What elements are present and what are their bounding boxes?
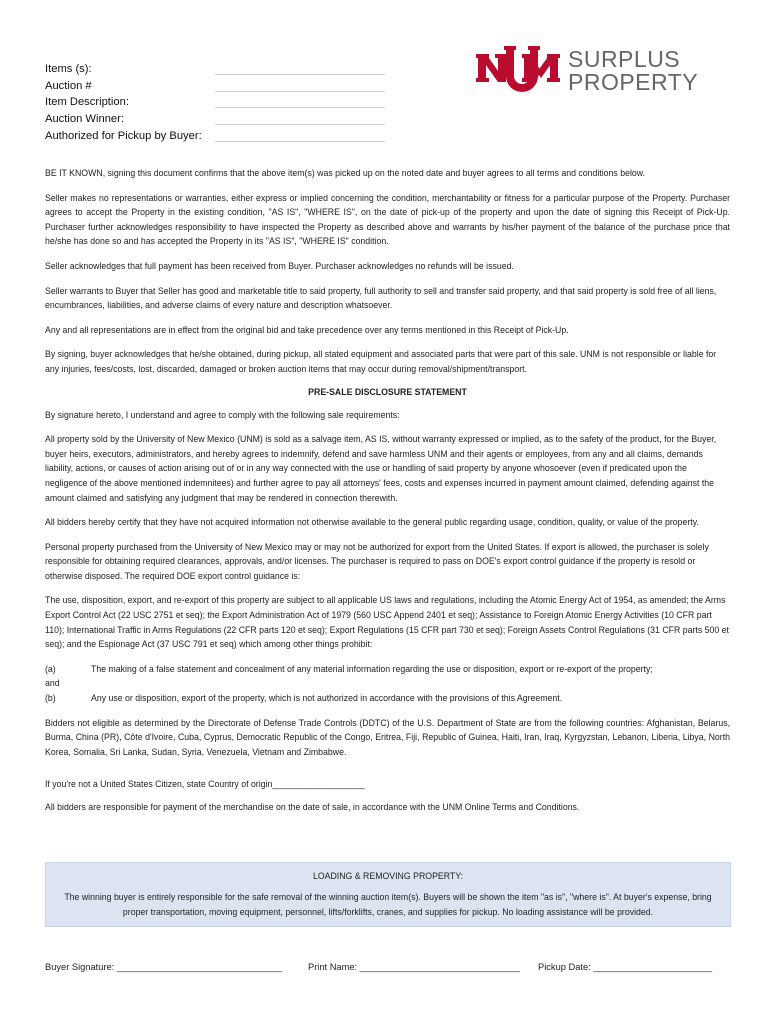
unm-monogram-icon — [476, 44, 560, 100]
disclosure-intro: By signature hereto, I understand and agree to comply with the following sale requirements: — [45, 409, 400, 420]
field-line-winner[interactable] — [215, 112, 385, 125]
field-line-items[interactable] — [215, 62, 385, 75]
list-marker: (b) — [45, 693, 56, 704]
list-marker: and — [45, 678, 60, 689]
disclosure-laws: The use, disposition, export, and re-export of this property are subject to all applicable US laws and regulations, including the Atomic Energy Act of 1954, as amended; the Arms Export Control Act (22 USC 2751 et seq); the Export Administration Act of 1979 (560 USC Append 2401 et seq); Assistance to Foreign Atomic Energy Activities (10 CFR part 110); International Traffic in Arms Regulations (22 CFR parts 120 et seq); Export Regulations (15 CFR part 730 et seq); Foreign Assets Control Regulations (31 CFR parts 500 et seq); and the Espionage Act (37 USC 791 et seq) which among other things prohibit: — [45, 595, 729, 650]
list-item — [45, 662, 730, 677]
field-auction — [45, 75, 385, 92]
field-items — [45, 58, 385, 75]
list-item — [45, 691, 730, 706]
disclosure-payment: All bidders are responsible for payment of the merchandise on the date of sale, in accordance with the UNM Online Terms and Conditions. — [45, 802, 580, 812]
paragraph-warranties: Seller makes no representations or warranties, either express or implied concerning the condition, merchantability or fitness for a particular purpose of the Property. Purchaser agrees to accept the Property in the existing condition, "AS IS", "WHERE IS", on the date of pick-up of the property and upon the date of signing this Receipt of Pick-Up. Purchaser further acknowledges responsibility to have inspected the Property as described above and warrants by his/her payment of the balance of the purchase price that he/she has done so and has accepted the Property in its "AS IS", "WHERE IS" condition. — [45, 192, 730, 247]
signature-row — [45, 962, 745, 972]
paragraph-be-it-known: BE IT KNOWN, signing this document confirms that the above item(s) was picked up on the noted date and buyer agrees to all terms and conditions below. — [45, 168, 646, 178]
buyer-signature-field[interactable]: Buyer Signature: ________________________________ — [45, 962, 283, 972]
disclosure-certify: All bidders hereby certify that they have not acquired information not otherwise available to the general public regarding usage, condition, quality, or value of the property. — [45, 517, 699, 528]
field-winner — [45, 108, 385, 125]
list-item — [45, 676, 730, 691]
logo-wordmark — [568, 48, 698, 94]
logo-line1: SURPLUS — [568, 46, 681, 72]
field-line-auction[interactable] — [215, 79, 385, 92]
loading-title — [46, 871, 730, 881]
loading-title-text: LOADING & REMOVING PROPERTY — [312, 871, 461, 881]
disclosure-country-origin: If you're not a United States Citizen, state Country of origin___________________ — [45, 779, 365, 790]
list-text — [91, 676, 730, 691]
list-marker: (a) — [45, 663, 56, 674]
field-authorized — [45, 125, 385, 142]
field-label-auction: Auction # — [45, 79, 92, 92]
disclosure-heading: PRE-SALE DISCLOSURE STATEMENT — [308, 386, 467, 397]
field-label-winner: Auction Winner: — [45, 113, 124, 126]
paragraph-title: Seller warrants to Buyer that Seller has good and marketable title to said property, full authority to sell and transfer said property, and that said property is sold free of all liens, encumbrances, liabilities, and adverse claims of every nature and description whatsoever. — [45, 285, 717, 311]
disclosure-export: Personal property purchased from the University of New Mexico may or may not be authorized for export from the United States. If export is allowed, the purchaser is solely responsible for obtaining required clearances, approvals, and/or licenses. The purchaser is required to pass on DOE's export control guidance if the property is resold or otherwise disposed. The required DOE export control guidance is: — [45, 541, 709, 581]
document-body — [45, 166, 730, 825]
field-label-items: Items (s): — [45, 62, 92, 75]
disclosure-salvage: All property sold by the University of New Mexico (UNM) is sold as a salvage item, AS IS, without warranty expressed or implied, as to the safety of the product, for the Buyer, buyer heirs, executors, administrators, and hereby agrees to indemnify, defend and save harmless UNM and their agents or employees, from any and all claims, demands liability, actions, or causes of action arising out of or in any way connected with the use or handling of said property by anyone whosoever (even if predicated upon the negligence of the above mentioned indemnitees) and further agree to pay all attorneys' fees, costs and expenses incurred in payment amount claimed, defending against the amount claimed and satisfying any judgment that may be rendered in connection therewith. — [45, 434, 717, 503]
list-text: Any use or disposition, export of the property, which is not authorized in accordance with the provisions of this Agreement. — [91, 693, 563, 704]
disclosure-countries: Bidders not eligible as determined by the Directorate of Defense Trade Controls (DDTC) of the U.S. Department of State are from the following countries: Afghanistan, Belarus, Burma, China (PR), Côte d'Ivoire, Cuba, Cyprus, Democratic Republic of the Congo, Eritrea, Fiji, Republic of Guinea, Haiti, Iran, Iraq, Kyrgyzstan, Lebanon, Liberia, Libya, North Korea, Somalia, Sri Lanka, Sudan, Syria, Venezuela, Vietnam and Zimbabwe. — [45, 717, 730, 757]
field-label-authorized: Authorized for Pickup by Buyer: — [45, 129, 202, 142]
paragraph-payment: Seller acknowledges that full payment has been received from Buyer. Purchaser acknowledges no refunds will be issued. — [45, 260, 514, 271]
pickup-date-field[interactable]: Pickup Date: _______________________ — [538, 962, 713, 972]
field-label-description: Item Description: — [45, 96, 129, 109]
loading-removing-box — [45, 862, 731, 927]
field-line-authorized[interactable] — [215, 129, 385, 142]
list-text: The making of a false statement and concealment of any material information regarding the use or disposition, export or re-export of the property; — [91, 663, 653, 674]
field-line-description[interactable] — [215, 95, 385, 108]
unm-surplus-logo — [476, 44, 716, 100]
loading-text: The winning buyer is entirely responsible for the safe removal of the winning auction item(s). Buyers will be shown the item "as is", "where is". At buyer's expense, bring proper transportation, moving equipment, personnel, lifts/forklifts, cranes, and supplies for pickup. No loading assistance will be provided. — [64, 892, 712, 917]
print-name-field[interactable]: Print Name: _______________________________ — [308, 962, 520, 972]
prohibition-list — [45, 662, 730, 706]
logo-line2: PROPERTY — [568, 69, 699, 95]
paragraph-signing: By signing, buyer acknowledges that he/she obtained, during pickup, all stated equipment and associated parts that were part of this sale. UNM is not responsible or liable for any injuries, fees/costs, lost, discarded, damaged or broken auction items that may occur during removal/shipment/transport. — [45, 349, 717, 374]
header-fields — [45, 58, 385, 142]
field-description — [45, 92, 385, 109]
paragraph-representations: Any and all representations are in effect from the original bid and take precedence over any terms mentioned in this Receipt of Pick-Up. — [45, 324, 569, 335]
loading-title-colon: : — [460, 871, 464, 881]
